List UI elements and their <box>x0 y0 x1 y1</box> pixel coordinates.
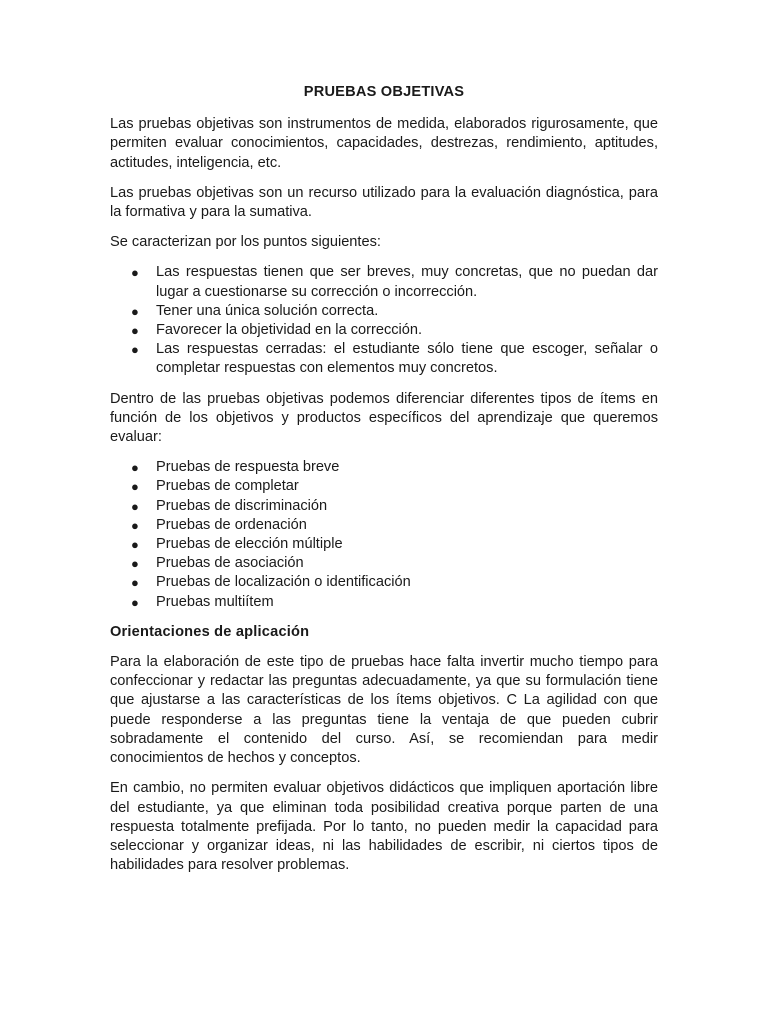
list-item-text: Pruebas de discriminación <box>156 497 328 514</box>
list-item <box>110 263 658 301</box>
list-item-text: Pruebas de respuesta breve <box>156 459 340 476</box>
bullet-icon: ● <box>131 498 139 514</box>
types-list <box>110 458 658 612</box>
list-item-text: Las respuestas tienen que ser breves, muy concretas, que no puedan dar lugar a cuestionarse su corrección o incorrección. <box>156 264 658 300</box>
types-intro-paragraph: Dentro de las pruebas objetivas podemos diferenciar diferentes tipos de ítems en función de los objetivos y productos específicos del aprendizaje que queremos evaluar: <box>110 390 658 446</box>
section-paragraph-1: Para la elaboración de este tipo de pruebas hace falta invertir mucho tiempo para confeccionar y redactar las preguntas adecuadamente, ya que su formulación tiene que ajustarse a las características de los ítems objetivos. C La agilidad con que puede responderse a las preguntas tiene la ventaja de que pueden cubrir sobradamente el contenido del curso. Así, se recomiendan para medir conocimientos de hechos y conceptos. <box>110 654 658 767</box>
list-item <box>110 458 658 477</box>
section-heading: Orientaciones de aplicación <box>110 623 310 640</box>
intro-paragraph-1: Las pruebas objetivas son instrumentos de medida, elaborados rigurosamente, que permiten evaluar conocimientos, capacidades, destrezas, rendimiento, aptitudes, actitudes, inteligencia, etc. <box>110 116 658 171</box>
list-item <box>110 535 658 554</box>
list-item <box>110 516 658 535</box>
list-item-text: Tener una única solución correcta. <box>156 302 379 319</box>
list-item <box>110 321 658 340</box>
bullet-icon: ● <box>131 460 139 476</box>
list-item-text: Pruebas de elección múltiple <box>156 536 343 553</box>
bullet-icon: ● <box>131 594 139 610</box>
bullet-icon: ● <box>131 342 139 358</box>
bullet-icon: ● <box>131 537 139 553</box>
intro-paragraph-2: Las pruebas objetivas son un recurso utilizado para la evaluación diagnóstica, para la formativa y para la sumativa. <box>110 184 658 221</box>
list-item <box>110 554 658 573</box>
bullet-icon: ● <box>131 479 139 495</box>
list-item <box>110 340 658 378</box>
characteristics-list <box>110 263 658 378</box>
list-item-text: Pruebas multiítem <box>156 593 274 610</box>
list-item-text: Pruebas de ordenación <box>156 516 307 533</box>
list-item-text: Pruebas de completar <box>156 478 299 495</box>
list-item <box>110 573 658 592</box>
bullet-icon: ● <box>131 303 139 319</box>
page-title: PRUEBAS OBJETIVAS <box>303 84 465 100</box>
list-item-text: Pruebas de localización o identificación <box>156 574 411 591</box>
bullet-icon: ● <box>131 517 139 533</box>
bullet-icon: ● <box>131 323 139 339</box>
bullet-icon: ● <box>131 575 139 591</box>
list-item <box>110 497 658 516</box>
list-item <box>110 302 658 321</box>
bullet-icon: ● <box>131 265 139 281</box>
list-item-text: Pruebas de asociación <box>156 555 304 572</box>
intro-paragraph-3: Se caracterizan por los puntos siguientes: <box>110 234 381 251</box>
list-item <box>110 477 658 496</box>
section-paragraph-2: En cambio, no permiten evaluar objetivos didácticos que impliquen aportación libre del estudiante, ya que eliminan toda posibilidad creativa porque parten de una respuesta totalmente prefijada. Por lo tanto, no pueden medir la capacidad para seleccionar y organizar ideas, ni las habilidades de escribir, ni ciertos tipos de habilidades para resolver problemas. <box>110 780 658 874</box>
list-item-text: Favorecer la objetividad en la corrección. <box>156 322 423 339</box>
list-item-text: Las respuestas cerradas: el estudiante sólo tiene que escoger, señalar o completar respuestas con elementos muy concretos. <box>156 341 658 377</box>
bullet-icon: ● <box>131 556 139 572</box>
list-item <box>110 593 658 612</box>
